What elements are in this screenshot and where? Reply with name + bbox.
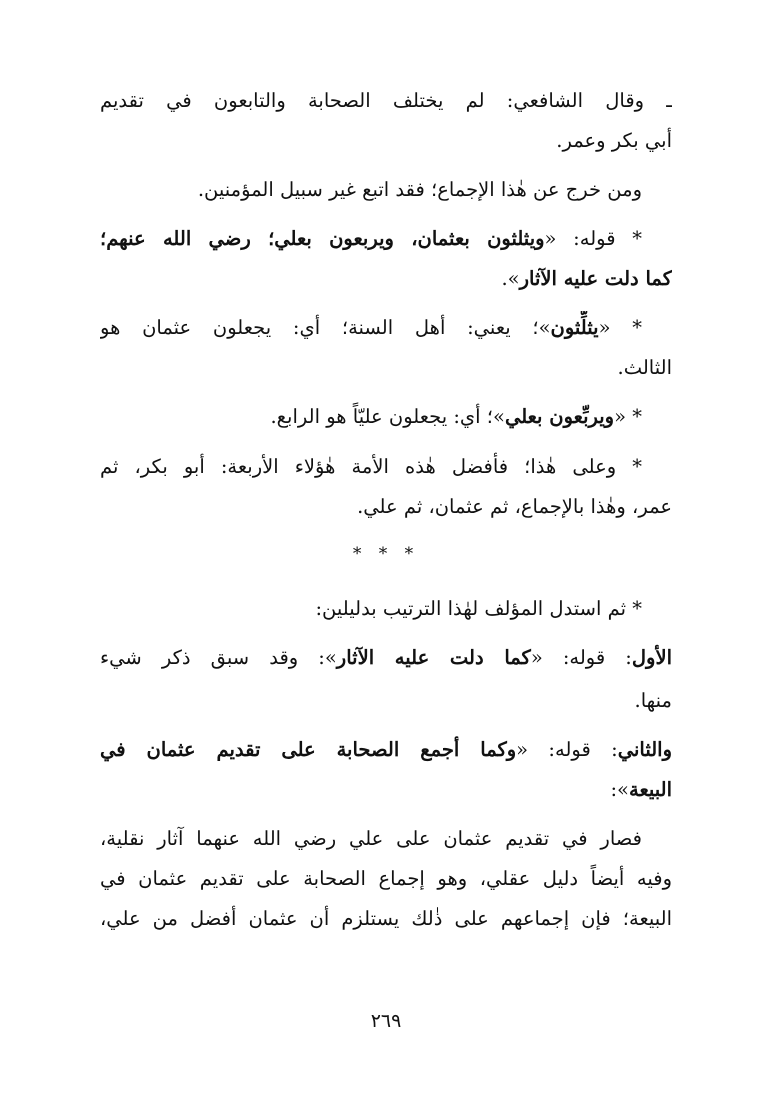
line-text: »؛ يعني: أهل السنة؛ أي: يجعلون عثمان هو xyxy=(100,316,551,339)
line-text: »؛ أي: يجعلون عليّاً هو الرابع. xyxy=(270,405,505,428)
section-separator: * * * xyxy=(352,544,420,564)
line-text: البيعة؛ فإن إجماعهم على ذٰلك يستلزم أن عثمان أفضل من علي، xyxy=(100,907,672,930)
text-line xyxy=(100,400,642,434)
line-text: : قوله: « xyxy=(516,738,618,761)
quoted-text: وكما أجمع الصحابة على تقديم عثمان في xyxy=(100,738,517,761)
line-text: ـ وقال الشافعي: لم يختلف الصحابة والتابعون في تقديم xyxy=(100,89,672,112)
text-line xyxy=(100,773,672,807)
text-line xyxy=(100,124,672,158)
line-text: * « xyxy=(598,316,642,339)
line-text: : قوله: « xyxy=(530,646,632,669)
quoted-text: ويثلثون بعثمان، ويربعون بعلي؛ رضي الله عنهم؛ xyxy=(100,227,545,250)
text-line xyxy=(100,641,672,675)
text-line xyxy=(100,902,672,936)
line-text: * وعلى هٰذا؛ فأفضل هٰذه الأمة هٰؤلاء الأربعة: أبو بكر، ثم xyxy=(100,455,642,478)
text-line xyxy=(100,311,642,345)
quoted-text: كما دلت عليه الآثار xyxy=(336,646,531,669)
text-line xyxy=(100,822,642,856)
text-line xyxy=(100,173,642,207)
text-line xyxy=(100,684,672,718)
text-line xyxy=(100,862,672,896)
text-line xyxy=(100,351,672,385)
line-text: عمر، وهٰذا بالإجماع، ثم عثمان، ثم علي. xyxy=(357,495,672,518)
line-text: وفيه أيضاً دليل عقلي، وهو إجماع الصحابة على تقديم عثمان في xyxy=(100,867,672,890)
text-line xyxy=(100,450,642,484)
text-line xyxy=(100,222,642,256)
line-text: * قوله: « xyxy=(544,227,642,250)
quoted-text: يثلِّثون xyxy=(550,316,599,339)
line-text: * ثم استدل المؤلف لهٰذا الترتيب بدليلين: xyxy=(315,597,642,620)
heading-word: والثاني xyxy=(617,738,672,761)
line-text: أبي بكر وعمر. xyxy=(556,129,672,152)
document-page xyxy=(100,0,672,1108)
text-line xyxy=(100,262,672,296)
text-line xyxy=(100,490,672,524)
heading-word: الأول xyxy=(631,646,672,669)
line-text: منها. xyxy=(634,689,672,712)
quoted-text: ويربِّعون بعلي xyxy=(504,405,615,428)
line-text: * « xyxy=(614,405,642,428)
line-text: »: وقد سبق ذكر شيء xyxy=(100,646,337,669)
page-number: ٢٦٩ xyxy=(370,1010,402,1032)
line-text: فصار في تقديم عثمان على علي رضي الله عنهما آثار نقلية، xyxy=(100,827,642,850)
quoted-text: كما دلت عليه الآثار xyxy=(519,267,672,290)
text-line xyxy=(100,592,642,626)
line-text: الثالث. xyxy=(617,356,672,379)
line-text: »: xyxy=(610,778,629,801)
quoted-text: البيعة xyxy=(629,778,672,801)
line-text: ». xyxy=(501,267,520,290)
line-text: ومن خرج عن هٰذا الإجماع؛ فقد اتبع غير سبيل المؤمنين. xyxy=(197,178,642,201)
text-line xyxy=(100,84,672,118)
text-line xyxy=(100,733,672,767)
